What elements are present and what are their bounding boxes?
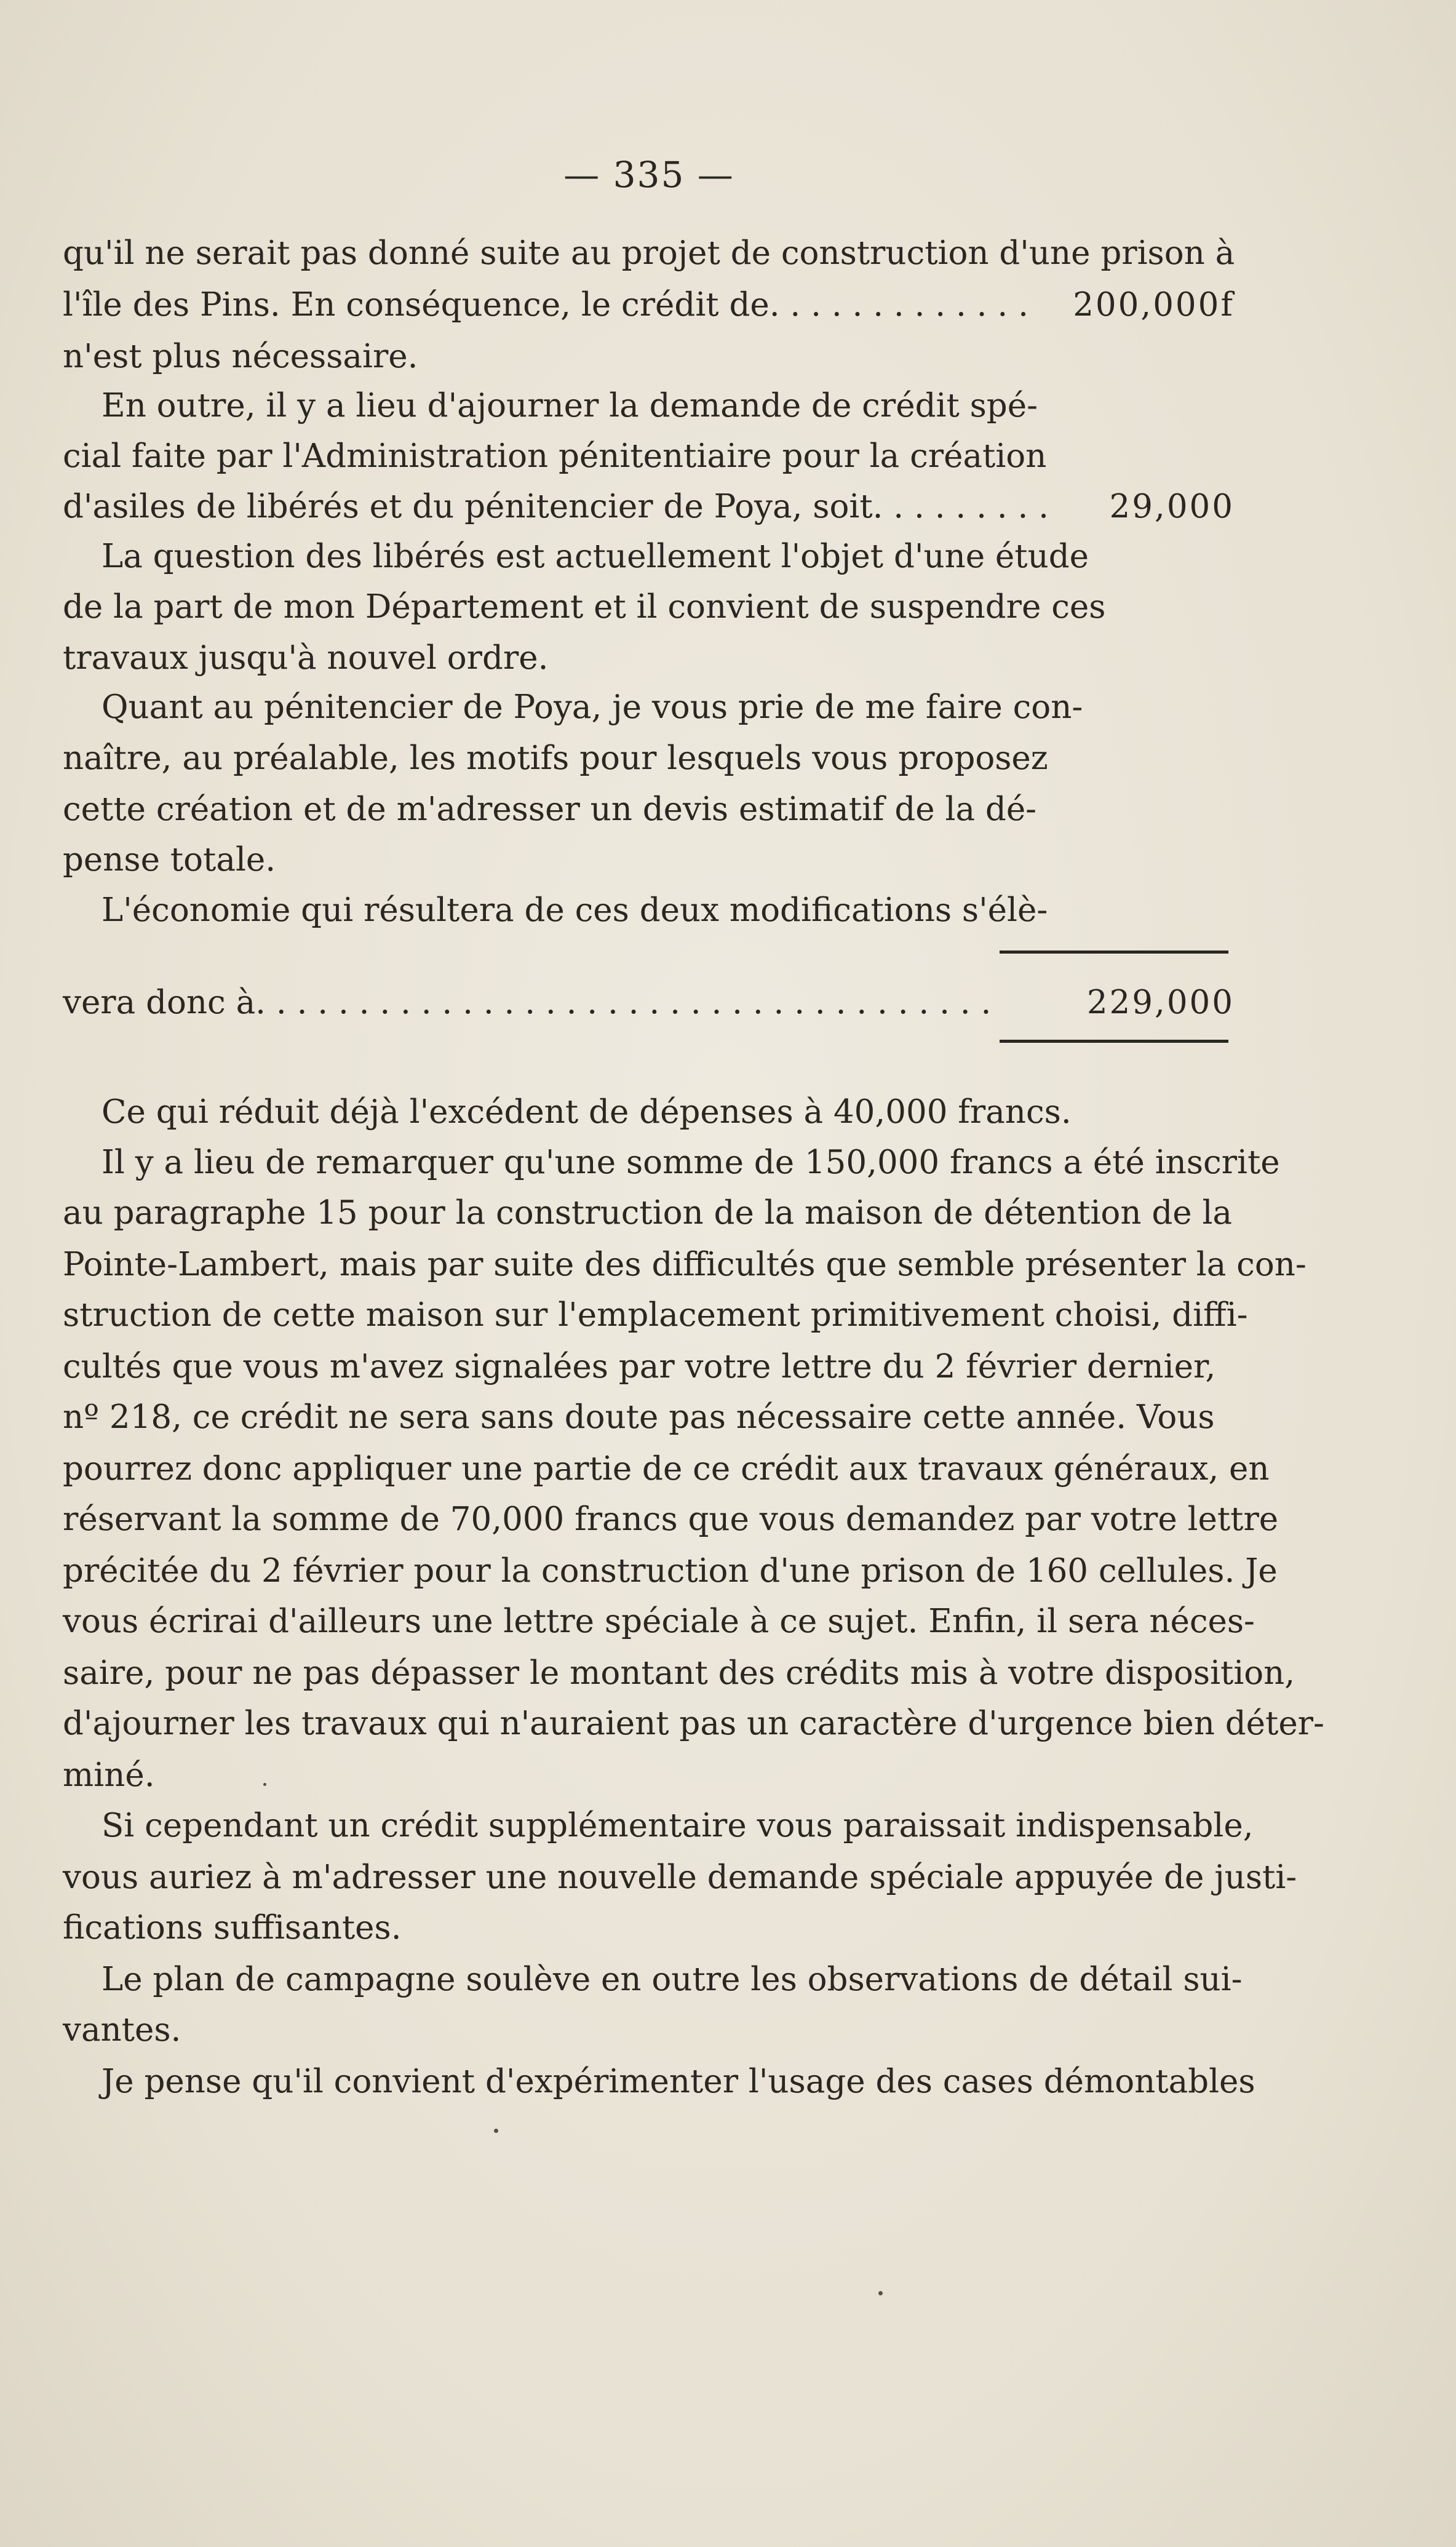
text-line: Il y a lieu de remarquer qu'une somme de 150,000 francs a été inscrite xyxy=(101,1144,1280,1181)
text-line: Quant au pénitencier de Poya, je vous prie de me faire con- xyxy=(101,688,1083,726)
text-line: de la part de mon Département et il convient de suspendre ces xyxy=(63,588,1106,626)
text-line: d'ajourner les travaux qui n'auraient pas un caractère d'urgence bien déter- xyxy=(63,1705,1324,1742)
text-line: réservant la somme de 70,000 francs que vous demandez par votre lettre xyxy=(63,1501,1279,1538)
total-rule-top xyxy=(1000,951,1228,954)
text-line: Ce qui réduit déjà l'excédent de dépenses à 40,000 francs. xyxy=(101,1093,1072,1131)
text-line: pense totale. xyxy=(63,841,276,879)
text-line: L'économie qui résultera de ces deux modifications s'élè- xyxy=(101,891,1048,929)
text-line: vera donc à. . . . . . . . . . . . . . . . . . . . . . . . . . . . . . . . . . . . xyxy=(63,984,992,1021)
ink-speck xyxy=(878,2291,883,2295)
text-line: La question des libérés est actuellement l'objet d'une étude xyxy=(101,538,1089,575)
text-line: Pointe-Lambert, mais par suite des difficultés que semble présenter la con- xyxy=(63,1246,1307,1283)
text-line: Le plan de campagne soulève en outre les observations de détail sui- xyxy=(101,1961,1243,1998)
amount: 200,000f xyxy=(1073,286,1235,324)
ink-speck xyxy=(263,1783,266,1786)
text-line: struction de cette maison sur l'emplacement primitivement choisi, diffi- xyxy=(63,1296,1248,1334)
text-line: au paragraphe 15 pour la construction de la maison de détention de la xyxy=(63,1194,1233,1232)
text-line: nº 218, ce crédit ne sera sans doute pas nécessaire cette année. Vous xyxy=(63,1398,1215,1436)
amount-total: 229,000 xyxy=(1086,984,1235,1021)
total-rule-bottom xyxy=(1000,1040,1228,1043)
text-line: En outre, il y a lieu d'ajourner la demande de crédit spé- xyxy=(101,387,1038,424)
text-line: cial faite par l'Administration pénitentiaire pour la création xyxy=(63,437,1047,475)
text-line: fications suffisantes. xyxy=(63,1909,402,1947)
text-line: cette création et de m'adresser un devis estimatif de la dé- xyxy=(63,791,1037,828)
text-line: vous écrirai d'ailleurs une lettre spéciale à ce sujet. Enfin, il sera néces- xyxy=(63,1603,1255,1640)
text-line: précitée du 2 février pour la construction d'une prison de 160 cellules. Je xyxy=(63,1552,1278,1590)
ink-speck xyxy=(494,2129,498,2133)
text-line: saire, pour ne pas dépasser le montant des crédits mis à votre disposition, xyxy=(63,1654,1295,1692)
text-line: miné. xyxy=(63,1756,155,1794)
text-line: naître, au préalable, les motifs pour lesquels vous proposez xyxy=(63,739,1048,777)
amount: 29,000 xyxy=(1109,488,1235,525)
text-line: Je pense qu'il convient d'expérimenter l'usage des cases démontables xyxy=(101,2063,1255,2100)
text-line: Si cependant un crédit supplémentaire vous paraissait indispensable, xyxy=(101,1807,1254,1844)
text-line: d'asiles de libérés et du pénitencier de Poya, soit. . . . . . . . . xyxy=(63,488,1049,525)
text-line: cultés que vous m'avez signalées par votre lettre du 2 février dernier, xyxy=(63,1348,1216,1385)
text-line: l'île des Pins. En conséquence, le crédit de. . . . . . . . . . . . . xyxy=(63,286,1028,324)
text-line: travaux jusqu'à nouvel ordre. xyxy=(63,639,549,677)
page-number: — 335 — xyxy=(563,154,734,196)
text-line: vantes. xyxy=(63,2011,181,2049)
text-line: qu'il ne serait pas donné suite au projet de construction d'une prison à xyxy=(63,234,1235,272)
text-line: n'est plus nécessaire. xyxy=(63,338,418,375)
text-line: pourrez donc appliquer une partie de ce crédit aux travaux généraux, en xyxy=(63,1450,1270,1488)
text-line: vous auriez à m'adresser une nouvelle demande spéciale appuyée de justi- xyxy=(63,1859,1297,1896)
